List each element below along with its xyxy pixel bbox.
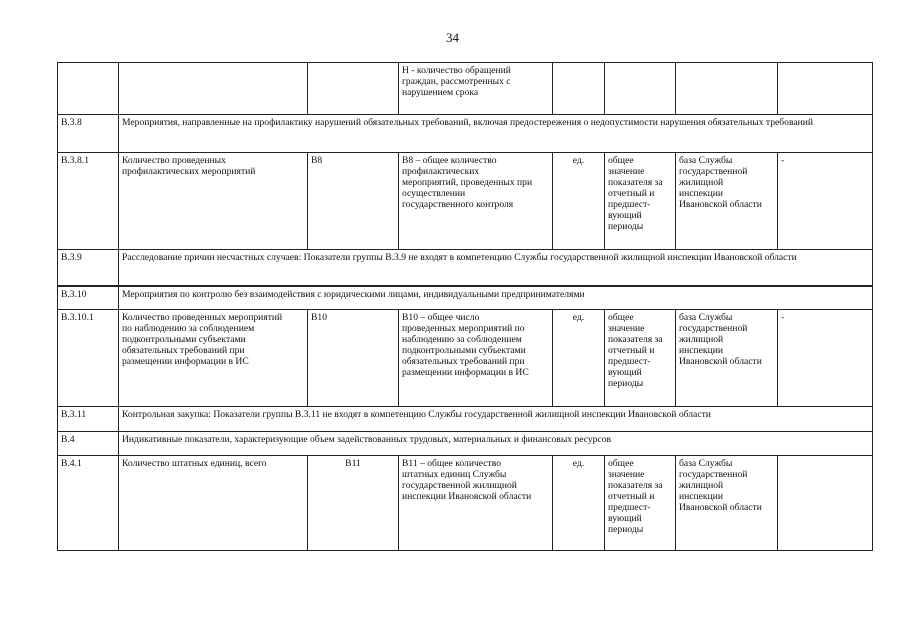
formula-line: инспекции Ивановской области [402, 491, 532, 502]
name-cell [119, 456, 308, 551]
formula-line: профилактических [402, 166, 480, 177]
code-cell: В.4.1 [58, 456, 119, 551]
formula-line: обязательных требований при [402, 356, 525, 367]
source-cell [676, 456, 778, 551]
name-line: профилактических мероприятий [122, 166, 256, 177]
code-cell [58, 63, 119, 115]
name-line: Количество штатных единиц, всего [122, 458, 267, 469]
formula-line: государственного контроля [402, 199, 514, 210]
formula-line: наблюдению за соблюдением [402, 334, 522, 345]
code-cell: В.3.10 [58, 286, 119, 310]
code-cell: В.3.8 [58, 115, 119, 153]
method-line: значение [608, 469, 645, 480]
note-cell: - [778, 153, 873, 250]
name-cell [119, 310, 308, 407]
formula-line: граждан, рассмотренных с [402, 76, 511, 87]
method-line: показателя за [608, 177, 663, 188]
source-line: государственной [679, 323, 748, 334]
method-line: общее [608, 155, 634, 166]
source-line: жилищной [679, 177, 724, 188]
source-line: Ивановской области [679, 356, 762, 367]
source-line: Ивановской области [679, 199, 762, 210]
method-line: отчетный и [608, 345, 655, 356]
unit-cell: ед. [553, 456, 605, 551]
method-line: вующий [608, 367, 642, 378]
designation-cell: В8 [308, 153, 399, 250]
method-line: значение [608, 323, 645, 334]
note-cell [778, 63, 873, 115]
method-line: отчетный и [608, 491, 655, 502]
table-row [58, 310, 873, 407]
formula-line: размещении информации в ИС [402, 367, 529, 378]
formula-line: проведенных мероприятий по [402, 323, 525, 334]
name-line: размещении информации в ИС [122, 356, 249, 367]
code-cell: В.3.10.1 [58, 310, 119, 407]
method-line: отчетный и [608, 188, 655, 199]
name-line: обязательных требований при [122, 345, 245, 356]
name-line: Количество проведенных мероприятий [122, 312, 283, 323]
indicators-table [57, 62, 873, 551]
note-cell [778, 456, 873, 551]
method-cell [605, 153, 676, 250]
formula-line: В11 – общее количество [402, 458, 502, 469]
method-line: вующий [608, 210, 642, 221]
source-line: база Службы [679, 458, 733, 469]
formula-line: В8 – общее количество [402, 155, 497, 166]
designation-cell: В11 [308, 456, 399, 551]
formula-cell [399, 310, 553, 407]
table-row [58, 153, 873, 250]
formula-cell [399, 456, 553, 551]
unit-cell: ед. [553, 153, 605, 250]
code-cell: В.3.11 [58, 407, 119, 432]
method-cell [605, 310, 676, 407]
formula-cell [399, 63, 553, 115]
group-text-cell: Мероприятия по контролю без взаимодействия с юридическими лицами, индивидуальными предпринимателями [119, 286, 873, 310]
name-line: подконтрольными субъектами [122, 334, 246, 345]
method-line: предшест- [608, 199, 651, 210]
code-cell: В.4 [58, 432, 119, 456]
method-line: общее [608, 312, 634, 323]
formula-line: подконтрольными субъектами [402, 345, 526, 356]
group-row [58, 115, 873, 153]
source-line: жилищной [679, 480, 724, 491]
code-cell: В.3.8.1 [58, 153, 119, 250]
method-line: периоды [608, 524, 644, 535]
method-line: предшест- [608, 502, 651, 513]
source-cell [676, 63, 778, 115]
formula-line: Н - количество обращений [402, 65, 511, 76]
formula-line: В10 – общее число [402, 312, 480, 323]
name-cell [119, 153, 308, 250]
formula-line: государственной жилищной [402, 480, 517, 491]
source-cell [676, 153, 778, 250]
code-cell: В.3.9 [58, 250, 119, 286]
method-line: показателя за [608, 334, 663, 345]
source-line: Ивановской области [679, 502, 762, 513]
formula-line: осуществлении [402, 188, 466, 199]
source-line: база Службы [679, 155, 733, 166]
group-text-cell: Мероприятия, направленные на профилактику нарушений обязательных требований, включая предостережения о недопустимости нарушения обязательных требований [119, 115, 873, 153]
source-line: инспекции [679, 345, 723, 356]
source-line: государственной [679, 469, 748, 480]
group-text-cell: Индикативные показатели, характеризующие объем задействованных трудовых, материальных и финансовых ресурсов [119, 432, 873, 456]
note-cell: - [778, 310, 873, 407]
method-line: общее [608, 458, 634, 469]
group-row [58, 250, 873, 286]
group-row [58, 286, 873, 310]
name-cell [119, 63, 308, 115]
table-row [58, 63, 873, 115]
method-cell [605, 456, 676, 551]
name-line: по наблюдению за соблюдением [122, 323, 255, 334]
source-cell [676, 310, 778, 407]
group-text-cell: Контрольная закупка: Показатели группы В.3.11 не входят в компетенцию Службы государственной жилищной инспекции Ивановской области [119, 407, 873, 432]
group-row [58, 432, 873, 456]
method-line: показателя за [608, 480, 663, 491]
method-line: вующий [608, 513, 642, 524]
method-line: значение [608, 166, 645, 177]
source-line: государственной [679, 166, 748, 177]
method-line: предшест- [608, 356, 651, 367]
formula-line: штатных единиц Службы [402, 469, 507, 480]
unit-cell [553, 63, 605, 115]
designation-cell: В10 [308, 310, 399, 407]
unit-cell: ед. [553, 310, 605, 407]
table-row [58, 456, 873, 551]
source-line: база Службы [679, 312, 733, 323]
formula-cell [399, 153, 553, 250]
group-row [58, 407, 873, 432]
source-line: инспекции [679, 491, 723, 502]
formula-line: нарушением срока [402, 87, 479, 98]
name-line: Количество проведенных [122, 155, 226, 166]
formula-line: мероприятий, проведенных при [402, 177, 533, 188]
method-line: периоды [608, 221, 644, 232]
method-cell [605, 63, 676, 115]
group-text-cell: Расследование причин несчастных случаев: Показатели группы В.3.9 не входят в компетенцию Службы государственной жилищной инспекции Ивановской области [119, 250, 873, 286]
source-line: инспекции [679, 188, 723, 199]
designation-cell [308, 63, 399, 115]
method-line: периоды [608, 378, 644, 389]
page-number: 34 [446, 30, 459, 45]
source-line: жилищной [679, 334, 724, 345]
